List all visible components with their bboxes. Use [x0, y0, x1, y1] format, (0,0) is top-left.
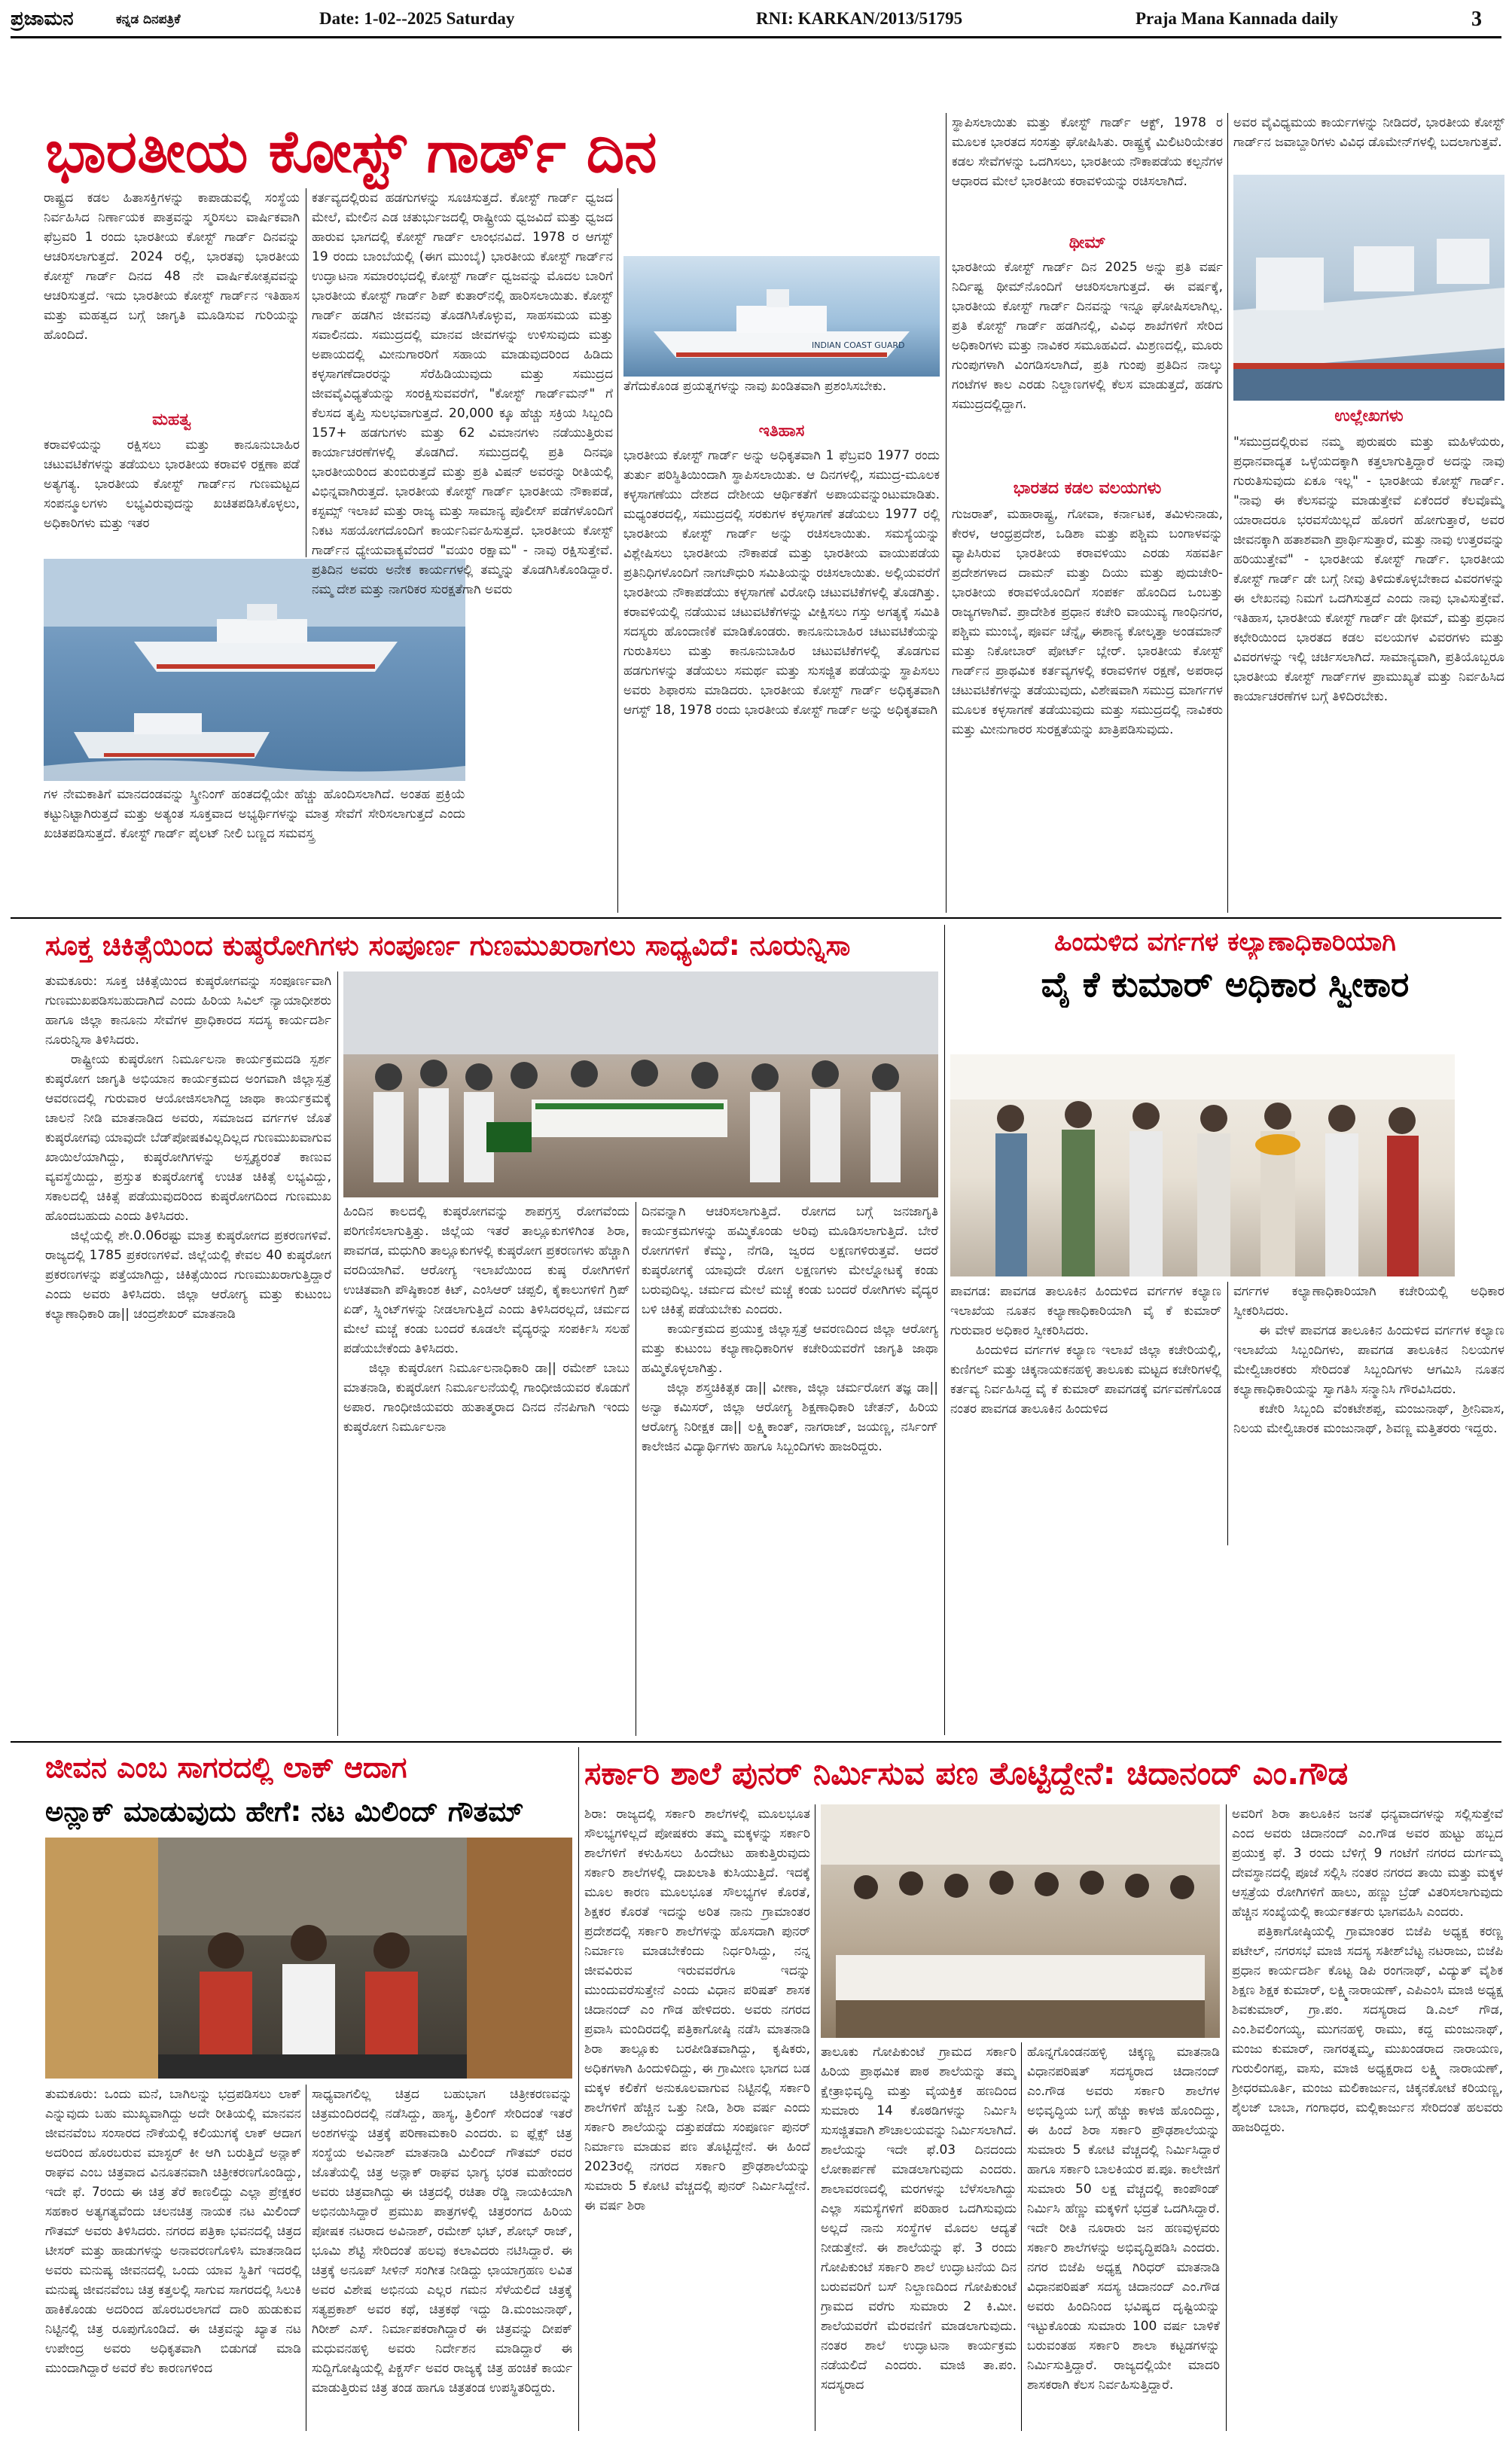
movie-col2: ಸಾಧ್ಯವಾಗಲಿಲ್ಲ ಚಿತ್ರದ ಬಹುಭಾಗ ಚಿತ್ರೀಕರಣವನ್ನು ಚಿತ್ರಮಂದಿರದಲ್ಲಿ ನಡೆಸಿದ್ದು, ಹಾಸ್ಯ, ತ್ರಿಲಿಂಗ್ ಸೇರಿದಂತೆ ಇತರೆ ಅಂಶಗಳನ್ನು ಚಿತ್ರಕ್ಕೆ ಪರಿಣಾಮಕಾರಿ ಎಂದರು. ಐ ಫ್ಲೆಕ್ಸ್ ಚಿತ್ರ ಸಂಸ್ಥೆಯ ಅವಿನಾಶ್ ಮಾತನಾಡಿ ಮಿಲಿಂದ್ ಗೌತಮ್ ರವರ ಜೊತೆಯಲ್ಲಿ ಚಿತ್ರ ಅನ್ಲಾಕ್ ರಾಘವ ಭಾಗ್ಯ ಭರತ ಮಹೇಂದರ ಅವರು ಚಿತ್ರವಾಗಿದ್ದು ಈ ಚಿತ್ರದಲ್ಲಿ ರಚಿತಾ ರೆಡ್ಡಿ ನಾಯಕಿಯಾಗಿ ಅಭಿನಯಿಸಿದ್ದಾರೆ ಪ್ರಮುಖ ಪಾತ್ರಗಳಲ್ಲಿ ಚಿತ್ರರಂಗದ ಹಿರಿಯ ಪೋಷಕ ನಟರಾದ ಅವಿನಾಶ್, ರಮೇಶ್ ಭಟ್, ಶೋಭ್ ರಾಜ್, ಭೂಮಿ ಶೆಟ್ಟಿ ಸೇರಿದಂತೆ ಹಲವು ಕಲಾವಿದರು ನಟಿಸಿದ್ದಾರೆ. ಈ ಚಿತ್ರಕ್ಕೆ ಅನೂಪ್ ಸೀಳಿನ್ ಸಂಗೀತ ನೀಡಿದ್ದು ಛಾಯಾಗ್ರಹಣ ಲವಿತ ಅವರ ವಿಶೇಷ ಅಭಿನಯ ಎಲ್ಲರ ಗಮನ ಸೆಳೆಯಲಿದೆ ಚಿತ್ರಕ್ಕೆ ಸತ್ಯಪ್ರಕಾಶ್ ಅವರ ಕಥೆ, ಚಿತ್ರಕಥೆ ಇದ್ದು ಡಿ.ಮಂಜುನಾಥ್, ಗಿರೀಶ್ ಎಸ್. ನಿರ್ಮಾಪಕರಾಗಿದ್ದಾರೆ ಈ ಚಿತ್ರವನ್ನು ದೀಪಕ್ ಮಧುವನಹಳ್ಳಿ ಅವರು ನಿರ್ದೇಶನ ಮಾಡಿದ್ದಾರೆ ಈ ಸುದ್ದಿಗೋಷ್ಠಿಯಲ್ಲಿ ಪಿಕ್ಚರ್ಸ್ ಅವರ ರಾಜ್ಯಕ್ಕೆ ಚಿತ್ರ ಹಂಚಿಕೆ ಕಾರ್ಯ ಮಾಡುತ್ತಿರುವ ಚಿತ್ರ ತಂಡ ಹಾಗೂ ಚಿತ್ರತಂಡ ಉಪಸ್ಥಿತರಿದ್ದರು.: [312, 2087, 572, 2396]
svg-text:INDIAN COAST GUARD: INDIAN COAST GUARD: [812, 340, 905, 350]
coast-guard-sub-theme: ಥೀಮ್: [1068, 233, 1106, 252]
officer-felicitation-photo: [950, 1054, 1455, 1276]
movie-col1: ತುಮಕೂರು: ಒಂದು ಮನೆ, ಬಾಗಿಲನ್ನು ಭದ್ರಪಡಿಸಲು ಲಾಕ್ ಎನ್ನುವುದು ಬಹು ಮುಖ್ಯವಾಗಿದ್ದು ಅದೇ ರೀತಿಯಲ್ಲಿ ಮಾನವನ ಜೀವನವೆಂಬ ಸಂಸಾರದ ನೌಕೆಯಲ್ಲಿ ಕಲಿಯುಗಕ್ಕೆ ಲಾಕ್ ಆದಾಗ ಅದರಿಂದ ಹೊರಬರುವ ಮಾಸ್ಟರ್ ಕೀ ಆಗಿ ಬರುತ್ತಿದೆ ಅನ್ಲಾಕ್ ರಾಘವ ಎಂಬ ಚಿತ್ರವಾದ ವಿನೂತನವಾಗಿ ಚಿತ್ರೀಕರಣಗೊಂಡಿದ್ದು, ಇದೇ ಫೆ. 7ರಂದು ಈ ಚಿತ್ರ ತೆರೆ ಕಾಣಲಿದ್ದು ಎಲ್ಲಾ ಪ್ರೇಕ್ಷಕರ ಸಹಕಾರ ಅತ್ಯಗತ್ಯವೆಂದು ಚಲನಚಿತ್ರ ನಾಯಕ ನಟ ಮಿಲಿಂದ್ ಗೌತಮ್ ಅವರು ತಿಳಿಸಿದರು. ನಗರದ ಪತ್ರಿಕಾ ಭವನದಲ್ಲಿ ಚಿತ್ರದ ಟೀಸರ್ ಮತ್ತು ಹಾಡುಗಳನ್ನು ಅನಾವರಣಗೊಳಿಸಿ ಮಾತನಾಡಿದ ಅವರು ಮನುಷ್ಯ ಜೀವನದಲ್ಲಿ ಒಂದು ಯಾವ ಸ್ಥಿತಿಗೆ ಇದರಲ್ಲಿ ಮನುಷ್ಯ ಜೀವನವೆಂಬ ಚಿತ್ರ ಕತ್ತಲಲ್ಲಿ ಸಾಗುವ ಸಾಗರದಲ್ಲಿ ಸಿಲುಕಿ ಹಾಕಿಕೊಂಡು ಅದರಿಂದ ಹೊರಬರಲಾಗದೆ ದಾರಿ ಹುಡುಕುವ ನಿಟ್ಟಿನಲ್ಲಿ ಚಿತ್ರ ರೂಪುಗೊಂಡಿದೆ. ಈ ಚಿತ್ರವನ್ನು ಖ್ಯಾತ ನಟ ಉಪೇಂದ್ರ ಅವರು ಅಧಿಕೃತವಾಗಿ ಬಿಡುಗಡೆ ಮಾಡಿ ಮುಂದಾಗಿದ್ದಾರೆ ಅವರೆ ಕೆಲ ಕಾರಣಗಳಿಂದ: [45, 2087, 301, 2376]
school-headline: ಸರ್ಕಾರಿ ಶಾಲೆ ಪುನರ್ ನಿರ್ಮಿಸುವ ಪಣ ತೊಟ್ಟಿದ್ದೇನೆ: ಚಿದಾನಂದ್ ಎಂ.ಗೌಡ: [584, 1755, 1349, 1792]
leprosy-headline: ಸೂಕ್ತ ಚಿಕಿತ್ಸೆಯಿಂದ ಕುಷ್ಠರೋಗಿಗಳು ಸಂಪೂರ್ಣ ಗುಣಮುಖರಾಗಲು ಸಾಧ್ಯವಿದೆ: ನೂರುನ್ನಿಸಾ: [45, 929, 851, 962]
masthead: [11, 5, 1501, 35]
movie-headline-line2: ಅನ್ಲಾಕ್ ಮಾಡುವುದು ಹೇಗೆ: ನಟ ಮಿಲಿಂದ್ ಗೌತಮ್: [45, 1795, 524, 1828]
leprosy-col1: ತುಮಕೂರು: ಸೂಕ್ತ ಚಿಕಿತ್ಸೆಯಿಂದ ಕುಷ್ಠರೋಗವನ್ನು ಸಂಪೂರ್ಣವಾಗಿ ಗುಣಮುಖಪಡಿಸಬಹುದಾಗಿದೆ ಎಂದು ಹಿರಿಯ ಸಿವಿಲ್ ನ್ಯಾಯಾಧೀಶರು ಹಾಗೂ ಜಿಲ್ಲಾ ಕಾನೂನು ಸೇವೆಗಳ ಪ್ರಾಧಿಕಾರದ ಸದಸ್ಯ ಕಾರ್ಯದರ್ಶಿ ನೂರುನ್ನಿಸಾ ತಿಳಿಸಿದರು. ರಾಷ್ಟ್ರೀಯ ಕುಷ್ಠರೋಗ ನಿರ್ಮೂಲನಾ ಕಾರ್ಯಕ್ರಮದಡಿ ಸ್ಪರ್ಶ ಕುಷ್ಠರೋಗ ಜಾಗೃತಿ ಅಭಿಯಾನ ಕಾರ್ಯಕ್ರಮದ ಅಂಗವಾಗಿ ಜಿಲ್ಲಾಸ್ಪತ್ರೆ ಆವರಣದಲ್ಲಿ ಗುರುವಾರ ಆಯೋಜಿಸಲಾಗಿದ್ದ ಜಾಥಾ ಕಾರ್ಯಕ್ರಮಕ್ಕೆ ಚಾಲನೆ ನೀಡಿ ಮಾತನಾಡಿದ ಅವರು, ಸಮಾಜದ ವರ್ಗಗಳ ಜೊತೆ ಕುಷ್ಠರೋಗವು ಯಾವುದೇ ಬೆಡ್‌ಪೋಷಕವಿಲ್ಲದಿಲ್ಲದ ಗುಣಮುಖವಾಗುವ ಖಾಯಿಲೆಯಾಗಿದ್ದು, ಕುಷ್ಠರೋಗಿಗಳನ್ನು ಅಸ್ಪೃಶ್ಯರಂತೆ ಕಾಣುವ ವ್ಯವಸ್ಥೆಯಿದ್ದು, ಪ್ರಸ್ತುತ ಕುಷ್ಠರೋಗಕ್ಕೆ ಉಚಿತ ಚಿಕಿತ್ಸೆ ಲಭ್ಯವಿದ್ದು, ಸಕಾಲದಲ್ಲಿ ಚಿಕಿತ್ಸೆ ಪಡೆಯುವುದರಿಂದ ಕುಷ್ಠರೋಗದಿಂದ ಗುಣಮುಖ ಹೊಂದಬಹುದು ಎಂದು ತಿಳಿಸಿದರು. ಜಿಲ್ಲೆಯಲ್ಲಿ ಶೇ.0.06ರಷ್ಟು ಮಾತ್ರ ಕುಷ್ಠರೋಗದ ಪ್ರಕರಣಗಳಿವೆ. ರಾಜ್ಯದಲ್ಲಿ 1785 ಪ್ರಕರಣಗಳಿವೆ. ಜಿಲ್ಲೆಯಲ್ಲಿ ಕೇವಲ 40 ಕುಷ್ಠರೋಗ ಪ್ರಕರಣಗಳನ್ನು ಪತ್ತೆಯಾಗಿದ್ದು, ಚಿಕಿತ್ಸೆಯಿಂದ ಗುಣಮುಖರಾಗುತ್ತಿದ್ದಾರೆ ಎಂದು ಅವರು ತಿಳಿಸಿದರು. ಜಿಲ್ಲಾ ಆರೋಗ್ಯ ಮತ್ತು ಕುಟುಂಬ ಕಲ್ಯಾಣಾಧಿಕಾರಿ ಡಾ|| ಚಂದ್ರಶೇಖರ್ ಮಾತನಾಡಿ: [45, 974, 331, 1322]
officer-headline-line1: ಹಿಂದುಳಿದ ವರ್ಗಗಳ ಕಲ್ಯಾಣಾಧಿಕಾರಿಯಾಗಿ: [1054, 927, 1396, 957]
coast-guard-ship-photo-center: [623, 256, 940, 377]
coast-guard-harbour-photo: [1233, 175, 1504, 401]
school-col2: ತಾಲೂಕು ಗೋಪಿಕುಂಟೆ ಗ್ರಾಮದ ಸರ್ಕಾರಿ ಹಿರಿಯ ಪ್ರಾಥಮಿಕ ಪಾಠ ಶಾಲೆಯನ್ನು ತಮ್ಮ ಕ್ಷೇತ್ರಾಭಿವೃದ್ಧಿ ಮತ್ತು ವೈಯಕ್ತಿಕ ಹಣದಿಂದ ಸುಮಾರು 14 ಕೊಠಡಿಗಳನ್ನು ನಿರ್ಮಿಸಿ ಸುಸಜ್ಜಿತವಾಗಿ ಶೌಚಾಲಯವನ್ನು ನಿರ್ಮಿಸಲಾಗಿದೆ. ಶಾಲೆಯನ್ನು ಇದೇ ಫೆ.03 ದಿನದಂದು ಲೋಕಾರ್ಪಣೆ ಮಾಡಲಾಗುವುದು ಎಂದರು. ಶಾಲಾವರಣದಲ್ಲಿ ಮರಗಳನ್ನು ಬೆಳೆಸಲಾಗಿದ್ದು ಎಲ್ಲಾ ಸಮಸ್ಯೆಗಳಿಗೆ ಪರಿಹಾರ ಒದಗಿಸುವುದು ಅಲ್ಲದೆ ನಾನು ಸಂಸ್ಥೆಗಳ ಮೊದಲ ಆದ್ಯತೆ ನೀಡುತ್ತೇನೆ. ಈ ಶಾಲೆಯನ್ನು ಫೆ. 3 ರಂದು ಗೋಪಿಕುಂಟೆ ಸರ್ಕಾರಿ ಶಾಲೆ ಉದ್ಘಾಟನೆಯ ದಿನ ಬರುವವರಿಗೆ ಬಸ್ ನಿಲ್ದಾಣದಿಂದ ಗೋಪಿಕುಂಟೆ ಗ್ರಾಮದ ವರೆಗು ಸುಮಾರು 2 ಕಿ.ಮೀ. ಶಾಲೆಯವರೆಗೆ ಮೆರವಣಿಗೆ ಮಾಡಲಾಗುವುದು. ನಂತರ ಶಾಲೆ ಉದ್ಘಾಟನಾ ಕಾರ್ಯಕ್ರಮ ನಡೆಯಲಿದೆ ಎಂದರು. ಮಾಜಿ ತಾ.ಪಂ. ಸದಸ್ಯರಾದ: [821, 2045, 1017, 2393]
movie-headline-line1: ಜೀವನ ಎಂಬ ಸಾಗರದಲ್ಲಿ ಲಾಕ್ ಆದಾಗ: [45, 1751, 407, 1784]
leprosy-rally-photo: [343, 971, 938, 1197]
coast-guard-sub-zones: ಭಾರತದ ಕಡಲ ವಲಯಗಳು: [1013, 479, 1162, 498]
leprosy-col2: ಹಿಂದಿನ ಕಾಲದಲ್ಲಿ ಕುಷ್ಠರೋಗವನ್ನು ಶಾಪಗ್ರಸ್ತ ರೋಗವೆಂದು ಪರಿಗಣಿಸಲಾಗುತ್ತಿತ್ತು. ಜಿಲ್ಲೆಯ ಇತರೆ ತಾಲ್ಲೂಕುಗಳಿಗಿಂತ ಶಿರಾ, ಪಾವಗಡ, ಮಧುಗಿರಿ ತಾಲ್ಲೂಕುಗಳಲ್ಲಿ ಕುಷ್ಠರೋಗ ಪ್ರಕರಣಗಳು ಹೆಚ್ಚಾಗಿ ವರದಿಯಾಗಿವೆ. ಆರೋಗ್ಯ ಇಲಾಖೆಯಿಂದ ಕುಷ್ಠ ರೋಗಿಗಳಿಗೆ ಉಚಿತವಾಗಿ ಪೌಷ್ಠಿಕಾಂಶ ಕಿಟ್, ಎಂಸಿಆರ್ ಚಪ್ಪಲಿ, ಕೈಕಾಲುಗಳಿಗೆ ಗ್ರಿಪ್ ಏಡ್, ಸ್ಪ್ಲಿಂಟ್‌ಗಳನ್ನು ನೀಡಲಾಗುತ್ತಿದೆ ಎಂದು ತಿಳಿಸಿದರಲ್ಲದೆ, ಚರ್ಮದ ಮೇಲೆ ಮಚ್ಚೆ ಕಂಡು ಬಂದರೆ ಕೂಡಲೇ ವೈದ್ಯರನ್ನು ಸಂಪರ್ಕಿಸಿ ಸಲಹೆ ಪಡೆಯಬೇಕೆಂದು ತಿಳಿಸಿದರು. ಜಿಲ್ಲಾ ಕುಷ್ಠರೋಗ ನಿರ್ಮೂಲನಾಧಿಕಾರಿ ಡಾ|| ರಮೇಶ್ ಬಾಬು ಮಾತನಾಡಿ, ಕುಷ್ಠರೋಗ ನಿರ್ಮೂಲನೆಯಲ್ಲಿ ಗಾಂಧೀಜಿಯವರ ಕೊಡುಗೆ ಅಪಾರ. ಗಾಂಧೀಜಿಯವರು ಹುತಾತ್ಮರಾದ ದಿನದ ನೆನಪಿಗಾಗಿ ಇಂದು ಕುಷ್ಠರೋಗ ನಿರ್ಮೂಲನಾ: [343, 1204, 629, 1435]
coast-guard-col1-bottom: ಗಳ ನೇಮಕಾತಿಗೆ ಮಾನದಂಡವನ್ನು ಸ್ಕ್ರೀನಿಂಗ್ ಹಂತದಲ್ಲಿಯೇ ಹೆಚ್ಚು ಹೊಂದಿಸಲಾಗಿದೆ. ಅಂತಹ ಪ್ರಕ್ರಿಯೆ ಕಟ್ಟುನಿಟ್ಟಾಗಿರುತ್ತದೆ ಮತ್ತು ಅತ್ಯಂತ ಸೂಕ್ತವಾದ ಅಭ್ಯರ್ಥಿಗಳನ್ನು ಮಾತ್ರ ಸೇವೆಗೆ ಸೇರಿಸಲಾಗುತ್ತದೆ ಎಂದು ಖಚಿತಪಡಿಸುತ್ತದೆ. ಕೋಸ್ಟ್ ಗಾರ್ಡ್ ಪೈಲಟ್ ನೀಲಿ ಬಣ್ಣದ ಸಮವಸ್ತ್ರ: [44, 787, 465, 841]
leprosy-col3: ದಿನವನ್ನಾಗಿ ಆಚರಿಸಲಾಗುತ್ತಿದೆ. ರೋಗದ ಬಗ್ಗೆ ಜನಜಾಗೃತಿ ಕಾರ್ಯಕ್ರಮಗಳನ್ನು ಹಮ್ಮಿಕೊಂಡು ಅರಿವು ಮೂಡಿಸಲಾಗುತ್ತಿದೆ. ಬೇರೆ ರೋಗಗಳಿಗೆ ಕೆಮ್ಮು, ನೆಗಡಿ, ಜ್ವರದ ಲಕ್ಷಣಗಳಿರುತ್ತವೆ. ಆದರೆ ಕುಷ್ಠರೋಗಕ್ಕೆ ಯಾವುದೇ ರೋಗ ಲಕ್ಷಣಗಳು ಮೇಲ್ನೋಟಕ್ಕೆ ಕಂಡು ಬರುವುದಿಲ್ಲ. ಚರ್ಮದ ಮೇಲೆ ಮಚ್ಚೆ ಕಂಡು ಬಂದರೆ ರೋಗಿಗಳು ವೈದ್ಯರ ಬಳಿ ಚಿಕಿತ್ಸೆ ಪಡೆಯಬೇಕು ಎಂದರು. ಕಾರ್ಯಕ್ರಮದ ಪ್ರಯುಕ್ತ ಜಿಲ್ಲಾಸ್ಪತ್ರೆ ಆವರಣದಿಂದ ಜಿಲ್ಲಾ ಆರೋಗ್ಯ ಮತ್ತು ಕುಟುಂಬ ಕಲ್ಯಾಣಾಧಿಕಾರಿಗಳ ಕಚೇರಿಯವರೆಗೆ ಜಾಗೃತಿ ಜಾಥಾ ಹಮ್ಮಿಕೊಳ್ಳಲಾಗಿತ್ತು. ಜಿಲ್ಲಾ ಶಸ್ತ್ರಚಿಕಿತ್ಸಕ ಡಾ|| ವೀಣಾ, ಜಿಲ್ಲಾ ಚರ್ಮರೋಗ ತಜ್ಞ ಡಾ|| ಅನ್ವಾ ಕಮಿಸರ್, ಜಿಲ್ಲಾ ಆರೋಗ್ಯ ಶಿಕ್ಷಣಾಧಿಕಾರಿ ಚೇತನ್, ಹಿರಿಯ ಆರೋಗ್ಯ ನಿರೀಕ್ಷಕ ಡಾ|| ಲಕ್ಷ್ಮಿಕಾಂತ್, ನಾಗರಾಜ್, ಜಯಣ್ಣ, ನರ್ಸಿಂಗ್ ಕಾಲೇಜಿನ ವಿದ್ಯಾರ್ಥಿಗಳು ಹಾಗೂ ಸಿಬ್ಬಂದಿಗಳು ಹಾಜರಿದ್ದರು.: [642, 1204, 938, 1454]
coast-guard-col1-top: [44, 188, 300, 407]
officer-col1: ಪಾವಗಡ: ಪಾವಗಡ ತಾಲೂಕಿನ ಹಿಂದುಳಿದ ವರ್ಗಗಳ ಕಲ್ಯಾಣ ಇಲಾಖೆಯ ನೂತನ ಕಲ್ಯಾಣಾಧಿಕಾರಿಯಾಗಿ ವೈ ಕೆ ಕುಮಾರ್ ಗುರುವಾರ ಅಧಿಕಾರ ಸ್ವೀಕರಿಸಿದರು. ಹಿಂದುಳಿದ ವರ್ಗಗಳ ಕಲ್ಯಾಣ ಇಲಾಖೆ ಜಿಲ್ಲಾ ಕಚೇರಿಯಲ್ಲಿ, ಕುಣಿಗಲ್ ಮತ್ತು ಚಿಕ್ಕನಾಯಕನಹಳ್ಳಿ ತಾಲೂಕು ಮಟ್ಟದ ಕಚೇರಿಗಳಲ್ಲಿ ಕರ್ತವ್ಯ ನಿರ್ವಹಿಸಿದ್ದ ವೈ ಕೆ ಕುಮಾರ್ ಪಾವಗಡಕ್ಕೆ ವರ್ಗವಣೆಗೊಂಡ ನಂತರ ಪಾವಗಡ ತಾಲೂಕಿನ ಹಿಂದುಳಿದ: [950, 1284, 1221, 1417]
page-number: 3: [1471, 8, 1482, 31]
school-col1: ಶಿರಾ: ರಾಜ್ಯದಲ್ಲಿ ಸರ್ಕಾರಿ ಶಾಲೆಗಳಲ್ಲಿ ಮೂಲಭೂತ ಸೌಲಭ್ಯಗಳಿಲ್ಲದೆ ಪೋಷಕರು ತಮ್ಮ ಮಕ್ಕಳನ್ನು ಸರ್ಕಾರಿ ಶಾಲೆಗಳಿಗೆ ಕಳುಹಿಸಲು ಹಿಂದೇಟು ಹಾಕುತ್ತಿರುವುದು ಸರ್ಕಾರಿ ಶಾಲೆಗಳಲ್ಲಿ ದಾಖಲಾತಿ ಕುಸಿಯುತ್ತಿದೆ. ಇದಕ್ಕೆ ಮೂಲ ಕಾರಣ ಮೂಲಭೂತ ಸೌಲಭ್ಯಗಳ ಕೊರತೆ, ಶಿಕ್ಷಕರ ಕೊರತೆ ಇದನ್ನು ಅರಿತ ನಾನು ಗ್ರಾಮಾಂತರ ಪ್ರದೇಶದಲ್ಲಿ ಸರ್ಕಾರಿ ಶಾಲೆಗಳನ್ನು ಹೊಸದಾಗಿ ಪುನರ್ ನಿರ್ಮಾಣ ಮಾಡಬೇಕೆಂದು ನಿರ್ಧರಿಸಿದ್ದು, ನನ್ನ ಜೀವವಿರುವ ಇರುವವರೆಗೂ ಇದನ್ನು ಮುಂದುವರೆಸುತ್ತೇನೆ ಎಂದು ವಿಧಾನ ಪರಿಷತ್ ಶಾಸಕ ಚಿದಾನಂದ್ ಎಂ ಗೌಡ ಹೇಳಿದರು. ಅವರು ನಗರದ ಪ್ರವಾಸಿ ಮಂದಿರದಲ್ಲಿ ಪತ್ರಿಕಾಗೋಷ್ಠಿ ನಡೆಸಿ ಮಾತನಾಡಿ ಶಿರಾ ತಾಲ್ಲೂಕು ಬರಪೀಡಿತವಾಗಿದ್ದು, ಕೃಷಿಕರು, ಅಧಿಕಗಳಾಗಿ ಹಿಂದುಳಿದಿದ್ದು, ಈ ಗ್ರಾಮೀಣ ಭಾಗದ ಬಡ ಮಕ್ಕಳ ಕಲಿಕೆಗೆ ಅನುಕೂಲವಾಗುವ ನಿಟ್ಟಿನಲ್ಲಿ ಸರ್ಕಾರಿ ಶಾಲೆಗಳಿಗೆ ಹೆಚ್ಚಿನ ಒತ್ತು ನೀಡಿ, ಶಿರಾ ವರ್ಷ ಎಂದು ಸರ್ಕಾರಿ ಶಾಲೆಯನ್ನು ದತ್ತುಪಡೆದು ಸಂಪೂರ್ಣ ಪುನರ್ ನಿರ್ಮಾಣ ಮಾಡುವ ಪಣ ತೊಟ್ಟಿದ್ದೇನೆ. ಈ ಹಿಂದೆ 2023ರಲ್ಲಿ ನಗರದ ಸರ್ಕಾರಿ ಪ್ರೌಢಶಾಲೆಯನ್ನು ಸುಮಾರು 5 ಕೋಟಿ ವೆಚ್ಚದಲ್ಲಿ ಪುನರ್ ನಿರ್ಮಿಸಿದ್ದೇನೆ. ಈ ವರ್ಷ ಶಿರಾ: [584, 1807, 810, 2213]
masthead-tagline: ಕನ್ನಡ ದಿನಪತ್ರಿಕೆ: [116, 12, 181, 27]
officer-headline-line2: ವೈ ಕೆ ಕುಮಾರ್ ಅಧಿಕಾರ ಸ್ವೀಕಾರ: [1041, 964, 1410, 1005]
coast-guard-col5-top: ಅವರ ವೈವಿಧ್ಯಮಯ ಕಾರ್ಯಗಳನ್ನು ನೀಡಿದರೆ, ಭಾರತೀಯ ಕೋಸ್ಟ್ ಗಾರ್ಡ್‌ನ ಜವಾಬ್ದಾರಿಗಳು ವಿವಿಧ ಡೊಮೇನ್‌ಗಳಲ್ಲಿ ಬದಲಾಗುತ್ತವೆ.: [1233, 115, 1504, 150]
movie-press-meet-photo: [45, 1838, 572, 2079]
school-col4: ಅವರಿಗೆ ಶಿರಾ ತಾಲೂಕಿನ ಜನತೆ ಧನ್ಯವಾದಗಳನ್ನು ಸಲ್ಲಿಸುತ್ತೇವೆ ಎಂದ ಅವರು ಚಿದಾನಂದ್ ಎಂ.ಗೌಡ ಅವರ ಹುಟ್ಟು ಹಬ್ಬದ ಪ್ರಯುಕ್ತ ಫೆ. 3 ರಂದು ಬೆಳಿಗ್ಗೆ 9 ಗಂಟೆಗೆ ನಗರದ ದುರ್ಗಮ್ಮ ದೇವಸ್ಥಾನದಲ್ಲಿ ಪೂಜೆ ಸಲ್ಲಿಸಿ ನಂತರ ನಗರದ ತಾಯಿ ಮತ್ತು ಮಕ್ಕಳ ಆಸ್ಪತ್ರೆಯ ರೋಗಿಗಳಿಗೆ ಹಾಲು, ಹಣ್ಣು ಬ್ರೆಡ್ ವಿತರಿಸಲಾಗುವುದು ಹೆಚ್ಚಿನ ಸಂಖ್ಯೆಯಲ್ಲಿ ಕಾರ್ಯಕರ್ತರು ಭಾಗವಹಿಸಿ ಎಂದರು. ಪತ್ರಿಕಾಗೋಷ್ಠಿಯಲ್ಲಿ ಗ್ರಾಮಾಂತರ ಬಿಜೆಪಿ ಅಧ್ಯಕ್ಷ ಕರಣ್ಣ ಪಟೇಲ್, ನಗರಸಭೆ ಮಾಜಿ ಸದಸ್ಯ ಸತೀಶ್‌ಬೆಟ್ಟ ನಟರಾಜು, ಬಿಜೆಪಿ ಪ್ರಧಾನ ಕಾರ್ಯದರ್ಶಿ ಕೊಟ್ಟ ಡಿಪಿ ರಂಗನಾಥ್, ವಿದ್ಯುತ್ ವೈಶಿಕ ಶಿಕ್ಷಣ ಶಿಕ್ಷಕ ಕುಮಾರ್, ಲಕ್ಷ್ಮಿನಾರಾಯಣ್, ಎಪಿಎಂಸಿ ಮಾಜಿ ಅಧ್ಯಕ್ಷ ಶಿವಕುಮಾರ್, ಗ್ರಾ.ಪಂ. ಸದಸ್ಯರಾದ ಡಿ.ಎಲ್ ಗೌಡ, ಎಂ.ಶಿವಲಿಂಗಯ್ಯ, ಮುಗನಹಳ್ಳಿ ರಾಮು, ಕದ್ದ ಮಂಜುನಾಥ್, ಮಂಜು ಕುಮಾರ್, ನಾಗರತ್ನಮ್ಮ, ಮುಖಂಡರಾದ ನಾರಾಯಣ, ಗುರುಲಿಂಗಪ್ಪ, ವಾಸು, ಮಾಜಿ ಅಧ್ಯಕ್ಷರಾದ ಲಕ್ಷ್ಮಿ ನಾರಾಯಣ್, ಶ್ರೀಧರಮೂರ್ತಿ, ಮಂಜು ಮಲಿಕಾರ್ಜುನ, ಚಿಕ್ಕನಕೋಟೆ ಕರಿಯಣ್ಣ, ಶೈಲಜ್ ಬಾಬಾ, ಗಂಗಾಧರ, ಮಲ್ಲಿಕಾರ್ಜುನ ಸೇರಿದಂತೆ ಹಲವರು ಹಾಜರಿದ್ದರು.: [1232, 1807, 1503, 2135]
masthead-date: Date: 1-02--2025 Saturday: [319, 9, 515, 28]
school-col3: ಹೊನ್ನಗೊಂಡನಹಳ್ಳಿ ಚಿಕ್ಕಣ್ಣ ಮಾತನಾಡಿ ವಿಧಾನಪರಿಷತ್ ಸದಸ್ಯರಾದ ಚಿದಾನಂದ್ ಎಂ.ಗೌಡ ಅವರು ಸರ್ಕಾರಿ ಶಾಲೆಗಳ ಅಭಿವೃದ್ಧಿಯ ಬಗ್ಗೆ ಹೆಚ್ಚು ಕಾಳಜಿ ಹೊಂದಿದ್ದು, ಈ ಹಿಂದೆ ಶಿರಾ ಸರ್ಕಾರಿ ಪ್ರೌಢಶಾಲೆಯನ್ನು ಸುಮಾರು 5 ಕೋಟಿ ವೆಚ್ಚದಲ್ಲಿ ನಿರ್ಮಿಸಿದ್ದಾರೆ ಹಾಗೂ ಸರ್ಕಾರಿ ಬಾಲಕಿಯರ ಪ.ಪೂ. ಕಾಲೇಜಿಗೆ ಸುಮಾರು 50 ಲಕ್ಷ ವೆಚ್ಚದಲ್ಲಿ ಕಾಂಪೌಂಡ್ ನಿರ್ಮಿಸಿ ಹೆಣ್ಣು ಮಕ್ಕಳಿಗೆ ಭದ್ರತೆ ಒದಗಿಸಿದ್ದಾರೆ. ಇದೇ ರೀತಿ ನೂರಾರು ಜನ ಹಣವುಳ್ಳವರು ಸರ್ಕಾರಿ ಶಾಲೆಗಳನ್ನು ಅಭಿವೃದ್ಧಿಪಡಿಸಿ ಎಂದರು. ನಗರ ಬಿಜೆಪಿ ಅಧ್ಯಕ್ಷ ಗಿರಿಧರ್ ಮಾತನಾಡಿ ವಿಧಾನಪರಿಷತ್ ಸದಸ್ಯ ಚಿದಾನಂದ್ ಎಂ.ಗೌಡ ಅವರು ಹಿಂದಿನಿಂದ ಭವಿಷ್ಯದ ದೃಷ್ಟಿಯನ್ನು ಇಟ್ಟುಕೊಂಡು ಸುಮಾರು 100 ವರ್ಷ ಬಾಳಿಕೆ ಬರುವಂತಹ ಸರ್ಕಾರಿ ಶಾಲಾ ಕಟ್ಟಡಗಳನ್ನು ನಿರ್ಮಿಸುತ್ತಿದ್ದಾರೆ. ರಾಜ್ಯದಲ್ಲಿಯೇ ಮಾದರಿ ಶಾಸಕರಾಗಿ ಕೆಲಸ ನಿರ್ವಹಿಸುತ್ತಿದ್ದಾರೆ.: [1027, 2045, 1220, 2393]
coast-guard-col1-mid: ಕರಾವಳಿಯನ್ನು ರಕ್ಷಿಸಲು ಮತ್ತು ಕಾನೂನುಬಾಹಿರ ಚಟುವಟಿಕೆಗಳನ್ನು ತಡೆಯಲು ಭಾರತೀಯ ಕರಾವಳಿ ರಕ್ಷಣಾ ಪಡೆ ಅತ್ಯಗತ್ಯ. ಭಾರತೀಯ ಕೋಸ್ಟ್ ಗಾರ್ಡ್‌ನ ಗುಣಮಟ್ಟದ ಸಂಪನ್ಮೂಲಗಳು ಲಭ್ಯವಿರುವುದನ್ನು ಖಚಿತಪಡಿಸಿಕೊಳ್ಳಲು, ಅಧಿಕಾರಿಗಳು ಮತ್ತು ಇತರ: [44, 438, 300, 531]
officer-col2: ವರ್ಗಗಳ ಕಲ್ಯಾಣಾಧಿಕಾರಿಯಾಗಿ ಕಚೇರಿಯಲ್ಲಿ ಅಧಿಕಾರ ಸ್ವೀಕರಿಸಿದರು. ಈ ವೇಳೆ ಪಾವಗಡ ತಾಲೂಕಿನ ಹಿಂದುಳಿದ ವರ್ಗಗಳ ಕಲ್ಯಾಣ ಇಲಾಖೆಯ ಸಿಬ್ಬಂದಿಗಳು, ಪಾವಗಡ ತಾಲೂಕಿನ ನಿಲಯಗಳ ಮೇಲ್ವಿಚಾರಕರು ಸೇರಿದಂತೆ ಸಿಬ್ಬಂದಿಗಳು ಆಗಮಿಸಿ ನೂತನ ಕಲ್ಯಾಣಾಧಿಕಾರಿಯನ್ನು ಸ್ವಾಗತಿಸಿ ಸನ್ಮಾನಿಸಿ ಗೌರವಿಸಿದರು. ಕಚೇರಿ ಸಿಬ್ಬಂದಿ ವೆಂಕಟೇಶಪ್ಪ, ಮಂಜುನಾಥ್, ಶ್ರೀನಿವಾಸ, ನಿಲಯ ಮೇಲ್ವಿಚಾರಕ ಮಂಜುನಾಥ್, ಶಿವಣ್ಣ ಮತ್ತಿತರರು ಇದ್ದರು.: [1233, 1284, 1504, 1436]
masthead-logo: ಪ್ರಜಾಮನ: [11, 8, 74, 30]
coast-guard-col4-zones: ಗುಜರಾತ್, ಮಹಾರಾಷ್ಟ್ರ, ಗೋವಾ, ಕರ್ನಾಟಕ, ತಮಿಳುನಾಡು, ಕೇರಳ, ಆಂಧ್ರಪ್ರದೇಶ, ಒಡಿಶಾ ಮತ್ತು ಪಶ್ಚಿಮ ಬಂಗಾಳವನ್ನು ವ್ಯಾಪಿಸಿರುವ ಭಾರತೀಯ ಕರಾವಳಿಯು ಎರಡು ಸಹವರ್ತಿ ಪ್ರದೇಶಗಳಾದ ದಾಮನ್ ಮತ್ತು ದಿಯು ಮತ್ತು ಪುದುಚೇರಿ- ಭಾರತೀಯ ಕರಾವಳಿಯೊಂದಿಗೆ ಸಂಪರ್ಕ ಹೊಂದಿದ ಒಂಬತ್ತು ರಾಜ್ಯಗಳಾಗಿವೆ. ಪ್ರಾದೇಶಿಕ ಪ್ರಧಾನ ಕಚೇರಿ ವಾಯುವ್ಯ ಗಾಂಧಿನಗರ, ಪಶ್ಚಿಮ ಮುಂಬೈ, ಪೂರ್ವ ಚೆನ್ನೈ, ಈಶಾನ್ಯ ಕೋಲ್ಕತ್ತಾ ಅಂಡಮಾನ್ ಮತ್ತು ನಿಕೋಬಾರ್ ಪೋರ್ಟ್ ಬ್ಲೇರ್. ಭಾರತೀಯ ಕೋಸ್ಟ್ ಗಾರ್ಡ್‌ನ ಪ್ರಾಥಮಿಕ ಕರ್ತವ್ಯಗಳಲ್ಲಿ ಕರಾವಳಿಗಳ ರಕ್ಷಣೆ, ಅಪರಾಧ ಚಟುವಟಿಕೆಗಳನ್ನು ತಡೆಯುವುದು, ವಿಶೇಷವಾಗಿ ಸಮುದ್ರ ಮಾರ್ಗಗಳ ಮೂಲಕ ಕಳ್ಳಸಾಗಣೆ ತಡೆಯುವುದು ಮತ್ತು ಸಮುದ್ರದಲ್ಲಿ ನಾವಿಕರು ಮತ್ತು ಮೀನುಗಾರರ ಸುರಕ್ಷತೆಯನ್ನು ಖಾತ್ರಿಪಡಿಸುವುದು.: [952, 507, 1223, 737]
coast-guard-col3-top: ತೆಗೆದುಕೊಂಡ ಪ್ರಯತ್ನಗಳನ್ನು ನಾವು ಖಂಡಿತವಾಗಿ ಪ್ರಶಂಸಿಸಬೇಕು.: [623, 379, 887, 394]
coast-guard-sub-history: ಇತಿಹಾಸ: [758, 422, 805, 441]
coast-guard-col4-top: ಸ್ಥಾಪಿಸಲಾಯಿತು ಮತ್ತು ಕೋಸ್ಟ್ ಗಾರ್ಡ್ ಆಕ್ಟ್, 1978 ರ ಮೂಲಕ ಭಾರತದ ಸಂಸತ್ತು ಘೋಷಿಸಿತು. ರಾಷ್ಟ್ರಕ್ಕೆ ಮಿಲಿಟರಿಯೇತರ ಕಡಲ ಸೇವೆಗಳನ್ನು ಒದಗಿಸಲು, ಭಾರತೀಯ ನೌಕಾಪಡೆಯ ಕಲ್ಪನೆಗಳ ಆಧಾರದ ಮೇಲೆ ಭಾರತೀಯ ಕರಾವಳಿಯನ್ನು ರಚಿಸಲಾಗಿದೆ.: [952, 115, 1223, 189]
masthead-rule: [11, 36, 1501, 38]
coast-guard-col3-history: ಭಾರತೀಯ ಕೋಸ್ಟ್ ಗಾರ್ಡ್ ಅನ್ನು ಅಧಿಕೃತವಾಗಿ 1 ಫೆಬ್ರವರಿ 1977 ರಂದು ತುರ್ತು ಪರಿಸ್ಥಿತಿಯಿಂದಾಗಿ ಸ್ಥಾಪಿಸಲಾಯಿತು. ಆ ದಿನಗಳಲ್ಲಿ, ಸಮುದ್ರ-ಮೂಲಕ ಕಳ್ಳಸಾಗಣೆಯು ದೇಶದ ದೇಶೀಯ ಆರ್ಥಿಕತೆಗೆ ಅಪಾಯವನ್ನುಂಟುಮಾಡಿತು. ಮಧ್ಯಂತರದಲ್ಲಿ, ಸಮುದ್ರದಲ್ಲಿ ಸರಕುಗಳ ಕಳ್ಳಸಾಗಣೆ ತಡೆಯಲು 1977 ರಲ್ಲಿ ಭಾರತೀಯ ಕೋಸ್ಟ್ ಗಾರ್ಡ್ ಅನ್ನು ರಚಿಸಲಾಯಿತು. ಸಮಸ್ಯೆಯನ್ನು ವಿಶ್ಲೇಷಿಸಲು ಭಾರತೀಯ ನೌಕಾಪಡೆ ಮತ್ತು ಭಾರತೀಯ ವಾಯುಪಡೆಯ ಪ್ರತಿನಿಧಿಗಳೊಂದಿಗೆ ನಾಗಚೌಧುರಿ ಸಮಿತಿಯನ್ನು ರಚಿಸಲಾಯಿತು. ಅಲ್ಲಿಯವರೆಗೆ ಭಾರತೀಯ ನೌಕಾಪಡೆಯು ಕಳ್ಳಸಾಗಣೆ ವಿರೋಧಿ ಚಟುವಟಿಕೆಗಳಲ್ಲಿ ತೊಡಗಿತ್ತು. ಕರಾವಳಿಯಲ್ಲಿ ನಡೆಯುವ ಚಟುವಟಿಕೆಗಳನ್ನು ವೀಕ್ಷಿಸಲು ಗಸ್ತು ಅಗತ್ಯಕ್ಕೆ ಸಮಿತಿ ಸದಸ್ಯರು ಹೊಂದಾಣಿಕೆ ಮಾಡಿಕೊಂಡರು. ಕಾನೂನುಬಾಹಿರ ಚಟುವಟಿಕೆಯನ್ನು ಗುರುತಿಸಲು ಮತ್ತು ಕಾನೂನುಬಾಹಿರ ಚಟುವಟಿಕೆಗಳಲ್ಲಿ ತೊಡಗುವ ಹಡಗುಗಳನ್ನು ತಡೆಯಲು ಸಮರ್ಥ ಮತ್ತು ಸುಸಜ್ಜಿತ ಪಡೆಯನ್ನು ಸ್ಥಾಪಿಸಲು ಅವರು ಶಿಫಾರಸು ಮಾಡಿದರು. ಭಾರತೀಯ ಕೋಸ್ಟ್ ಗಾರ್ಡ್ ಅಧಿಕೃತವಾಗಿ ಆಗಸ್ಟ್ 18, 1978 ರಂದು ಭಾರತೀಯ ಕೋಸ್ಟ್ ಗಾರ್ಡ್ ಅನ್ನು ಅಧಿಕೃತವಾಗಿ: [623, 448, 940, 718]
masthead-rni: RNI: KARKAN/2013/51795: [756, 9, 963, 28]
coast-guard-intro: ರಾಷ್ಟ್ರದ ಕಡಲ ಹಿತಾಸಕ್ತಿಗಳನ್ನು ಕಾಪಾಡುವಲ್ಲಿ ಸಂಸ್ಥೆಯ ನಿರ್ವಹಿಸಿದ ನಿರ್ಣಾಯಕ ಪಾತ್ರವನ್ನು ಸ್ಮರಿಸಲು ವಾರ್ಷಿಕವಾಗಿ ಫೆಬ್ರವರಿ 1 ರಂದು ಭಾರತೀಯ ಕೋಸ್ಟ್ ಗಾರ್ಡ್ ದಿನವನ್ನು ಆಚರಿಸಲಾಗುತ್ತದೆ. 2024 ರಲ್ಲಿ, ಭಾರತವು ಭಾರತೀಯ ಕೋಸ್ಟ್ ಗಾರ್ಡ್ ದಿನದ 48 ನೇ ವಾರ್ಷಿಕೋತ್ಸವವನ್ನು ಆಚರಿಸುತ್ತದೆ. ಇದು ಭಾರತೀಯ ಕೋಸ್ಟ್ ಗಾರ್ಡ್‌ನ ಇತಿಹಾಸ ಮತ್ತು ಮಹತ್ವದ ಬಗ್ಗೆ ಜಾಗೃತಿ ಮೂಡಿಸುವ ಗುರಿಯನ್ನು ಹೊಂದಿದೆ.: [44, 191, 300, 343]
masthead-paper-name: Praja Mana Kannada daily: [1136, 9, 1339, 28]
coast-guard-headline: ಭಾರತೀಯ ಕೋಸ್ಟ್ ಗಾರ್ಡ್ ದಿನ: [45, 118, 657, 186]
coast-guard-col5-quotes: "ಸಮುದ್ರದಲ್ಲಿರುವ ನಮ್ಮ ಪುರುಷರು ಮತ್ತು ಮಹಿಳೆಯರು, ಪ್ರಧಾನವಾದ್ಯತ ಒಳ್ಳೆಯದಕ್ಕಾಗಿ ಕತ್ತಲಾಗುತ್ತಿದ್ದಾರೆ ಅದನ್ನು ನಾವು ಗುರುತಿಸುವುದು ಏಕೂ ಇಲ್ಲ" - ಭಾರತೀಯ ಕೋಸ್ಟ್ ಗಾರ್ಡ್. "ನಾವು ಈ ಕೆಲಸವನ್ನು ಮಾಡುತ್ತೇವೆ ಏಕೆಂದರೆ ಕೆಲವೊಮ್ಮೆ ಯಾರಾದರೂ ಭರವಸೆಯಿಲ್ಲದೆ ಹೊರಗೆ ಹೋಗುತ್ತಾರೆ, ಅವರ ಜೀವನಕ್ಕಾಗಿ ಹತಾಶವಾಗಿ ಪ್ರಾರ್ಥಿಸುತ್ತಾರೆ, ಮತ್ತು ನಾವು ಉತ್ತರವನ್ನು ಹರಿಯುತ್ತೇವೆ" - ಭಾರತೀಯ ಕೋಸ್ಟ್ ಗಾರ್ಡ್. ಭಾರತೀಯ ಕೋಸ್ಟ್ ಗಾರ್ಡ್ ಡೇ ಬಗ್ಗೆ ನೀವು ತಿಳಿದುಕೊಳ್ಳಬೇಕಾದ ವಿವರಗಳನ್ನು ಈ ಲೇಖನವು ನಿಮಗೆ ಒದಗಿಸುತ್ತದೆ ಎಂದು ನಾವು ಭಾವಿಸುತ್ತೇವೆ. ಇತಿಹಾಸ, ಭಾರತೀಯ ಕೋಸ್ಟ್ ಗಾರ್ಡ್ ಡೇ ಥೀಮ್, ಮತ್ತು ಪ್ರಧಾನ ಕಛೇರಿಯಿಂದ ಭಾರತದ ಕಡಲ ವಲಯಗಳ ವಿವರಗಳು ಮತ್ತು ವಿವರಗಳನ್ನು ಇಲ್ಲಿ ಚರ್ಚಿಸಲಾಗಿದೆ. ಸಾಮಾನ್ಯವಾಗಿ, ಪ್ರತಿಯೊಬ್ಬರೂ ಭಾರತೀಯ ಕೋಸ್ಟ್ ಗಾರ್ಡ್‌ಗಳ ಪ್ರಾಮುಖ್ಯತೆ ಮತ್ತು ನಿರ್ವಹಿಸಿದ ಕಾರ್ಯಾಚರಣೆಗಳ ಬಗ್ಗೆ ತಿಳಿದಿರಬೇಕು.: [1233, 435, 1504, 704]
coast-guard-sub-quotes: ಉಲ್ಲೇಖಗಳು: [1334, 407, 1404, 425]
coast-guard-col2: ಕರ್ತವ್ಯದಲ್ಲಿರುವ ಹಡಗುಗಳನ್ನು ಸೂಚಿಸುತ್ತದೆ. ಕೋಸ್ಟ್ ಗಾರ್ಡ್ ಧ್ವಜದ ಮೇಲೆ, ಮೇಲಿನ ಎಡ ಚತುರ್ಭುಜದಲ್ಲಿ ರಾಷ್ಟ್ರೀಯ ಧ್ವಜವಿದೆ ಮತ್ತು ಧ್ವಜದ ಹಾರುವ ಭಾಗದಲ್ಲಿ ಕೋಸ್ಟ್ ಗಾರ್ಡ್ ಲಾಂಛನವಿದೆ. 1978 ರ ಆಗಸ್ಟ್ 19 ರಂದು ಬಾಂಬೆಯಲ್ಲಿ (ಈಗ ಮುಂಬೈ) ಭಾರತೀಯ ಕೋಸ್ಟ್ ಗಾರ್ಡ್‌ನ ಉದ್ಘಾಟನಾ ಸಮಾರಂಭದಲ್ಲಿ ಕೋಸ್ಟ್ ಗಾರ್ಡ್ ಧ್ವಜವನ್ನು ಮೊದಲ ಬಾರಿಗೆ ಭಾರತೀಯ ಕೋಸ್ಟ್ ಗಾರ್ಡ್ ಶಿಪ್ ಕುತಾರ್‌ನಲ್ಲಿ ಹಾರಿಸಲಾಯಿತು. ಕೋಸ್ಟ್ ಗಾರ್ಡ್ ಹಡಗಿನ ಜೀವನವು ತೊಡಗಿಸಿಕೊಳ್ಳುವ, ಸಾಹಸಮಯ ಮತ್ತು ಸವಾಲಿನದು. ಸಮುದ್ರದಲ್ಲಿ ಮಾನವ ಜೀವಗಳನ್ನು ಉಳಿಸುವುದು ಮತ್ತು ಅಪಾಯದಲ್ಲಿ ಮೀನುಗಾರರಿಗೆ ಸಹಾಯ ಮಾಡುವುದರಿಂದ ಹಿಡಿದು ಕಳ್ಳಸಾಗಣೆದಾರರನ್ನು ಸೆರೆಹಿಡಿಯುವುದು ಮತ್ತು ಸಮುದ್ರದ ಜೀವವೈವಿಧ್ಯತೆಯನ್ನು ಸಂರಕ್ಷಿಸುವವರೆಗೆ, "ಕೋಸ್ಟ್ ಗಾರ್ಡ್‌ಮನ್" ಗೆ ಕೆಲಸದ ತೃಪ್ತಿ ಸುಲಭವಾಗುತ್ತದೆ. 20,000 ಕ್ಕೂ ಹೆಚ್ಚು ಸಕ್ರಿಯ ಸಿಬ್ಬಂದಿ 157+ ಹಡಗುಗಳು ಮತ್ತು 62 ವಿಮಾನಗಳು ನಡೆಯುತ್ತಿರುವ ಕಾರ್ಯಾಚರಣೆಗಳಲ್ಲಿ ತೊಡಗಿದೆ. ಸಮುದ್ರದಲ್ಲಿ ಪ್ರತಿ ದಿನವೂ ಭಾರತೀಯರಿಂದ ತುಂಬಿರುತ್ತದೆ ಮತ್ತು ಪ್ರತಿ ವಿಷನ್ ಅವರನ್ನು ರೀತಿಯಲ್ಲಿ ವಿಭಿನ್ನವಾಗಿರುತ್ತದೆ. ಭಾರತೀಯ ಕೋಸ್ಟ್ ಗಾರ್ಡ್ ಭಾರತೀಯ ನೌಕಾಪಡೆ, ಕಸ್ಟಮ್ಸ್ ಇಲಾಖೆ ಮತ್ತು ರಾಜ್ಯ ಮತ್ತು ಸಾಮಾನ್ಯ ಪೊಲೀಸ್ ಪಡೆಗಳೊಂದಿಗೆ ನಿಕಟ ಸಹಯೋಗದೊಂದಿಗೆ ಕಾರ್ಯನಿರ್ವಹಿಸುತ್ತದೆ. ಭಾರತೀಯ ಕೋಸ್ಟ್ ಗಾರ್ಡ್‌ನ ಧ್ಯೇಯವಾಕ್ಯವೆಂದರೆ "ವಯಂ ರಕ್ಷಾಮ" - ನಾವು ರಕ್ಷಿಸುತ್ತೇವೆ. ಪ್ರತಿದಿನ ಅವರು ಅನೇಕ ಕಾರ್ಯಗಳಲ್ಲಿ ತಮ್ಮನ್ನು ತೊಡಗಿಸಿಕೊಂಡಿದ್ದಾರೆ. ನಮ್ಮ ದೇಶ ಮತ್ತು ನಾಗರಿಕರ ಸುರಕ್ಷತೆಗಾಗಿ ಅವರು: [312, 191, 613, 597]
school-press-meet-photo: [821, 1804, 1220, 2038]
coast-guard-sub-significance: ಮಹತ್ವ: [152, 410, 191, 429]
coast-guard-col4-theme: ಭಾರತೀಯ ಕೋಸ್ಟ್ ಗಾರ್ಡ್ ದಿನ 2025 ಅನ್ನು ಪ್ರತಿ ವರ್ಷ ನಿರ್ದಿಷ್ಟ ಥೀಮ್‌ನೊಂದಿಗೆ ಆಚರಿಸಲಾಗುತ್ತದೆ. ಈ ವರ್ಷಕ್ಕೆ, ಭಾರತೀಯ ಕೋಸ್ಟ್ ಗಾರ್ಡ್ ದಿನವನ್ನು ಇನ್ನೂ ಘೋಷಿಸಲಾಗಿಲ್ಲ. ಪ್ರತಿ ಕೋಸ್ಟ್ ಗಾರ್ಡ್ ಹಡಗಿನಲ್ಲಿ, ವಿವಿಧ ಶಾಖೆಗಳಿಗೆ ಸೇರಿದ ಅಧಿಕಾರಿಗಳು ಮತ್ತು ನಾವಿಕರ ಸಮೂಹವಿದೆ. ಮಿಶ್ರಣದಲ್ಲಿ, ಮೂರು ಗುಂಪುಗಳಾಗಿ ವಿಂಗಡಿಸಲಾಗಿದೆ, ಪ್ರತಿ ಗುಂಪು ಪ್ರತಿದಿನ ನಾಲ್ಕು ಗಂಟೆಗಳ ಕಾಲ ಎರಡು ನಿಲ್ದಾಣಗಳಲ್ಲಿ ಕೆಲಸ ಮಾಡುತ್ತದೆ, ಹಡಗು ಸಮುದ್ರದಲ್ಲಿದ್ದಾಗ.: [952, 260, 1223, 412]
